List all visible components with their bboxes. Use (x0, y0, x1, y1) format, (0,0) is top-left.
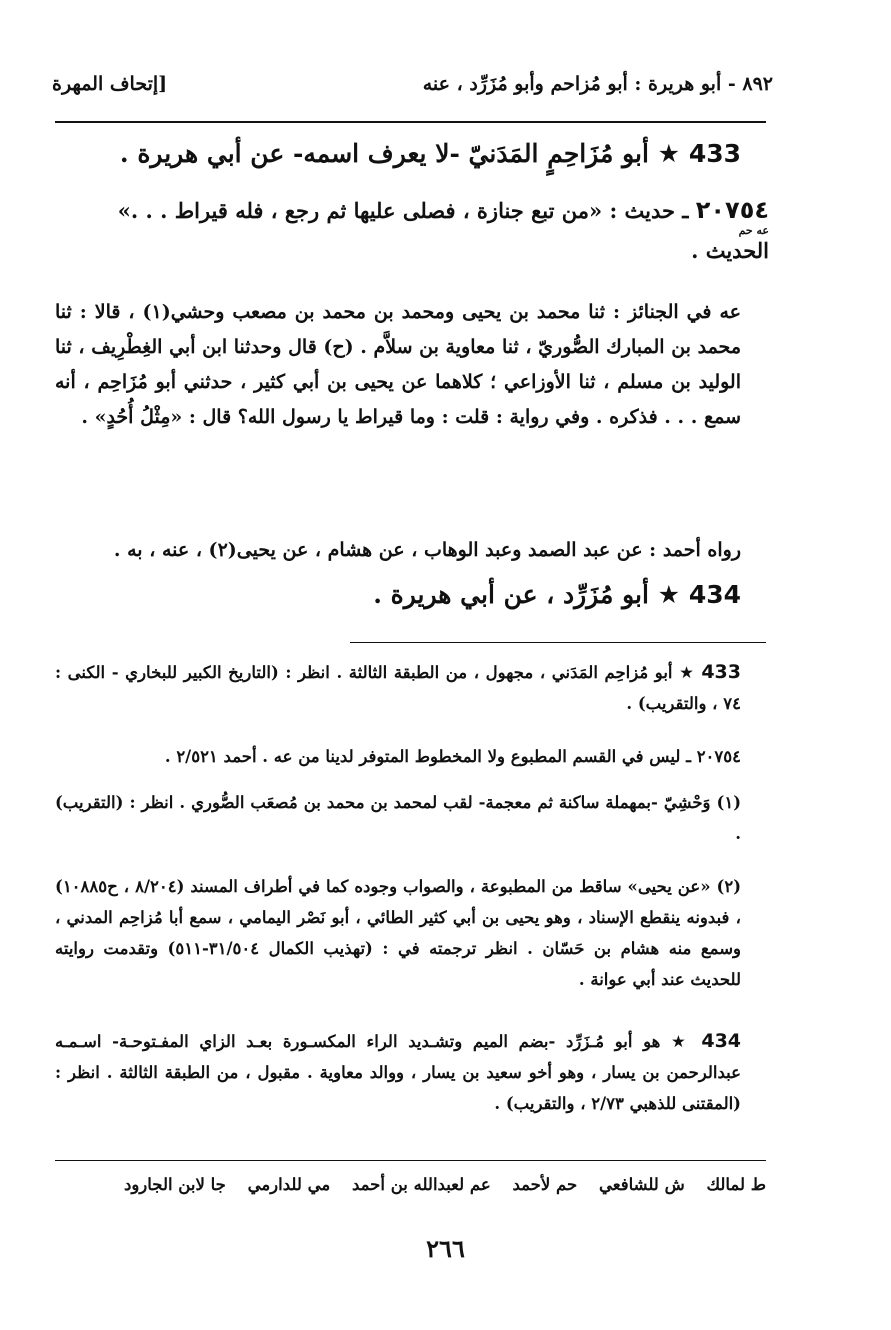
isnad-paragraph: عه في الجنائز : ثنا محمد بن يحيى ومحمد بن محمد بن مصعب وحشي(١) ، قالا : ثنا محمد بن المبارك الصُّوريّ ، ثنا معاوية بن سلاَّم . (ح) قال وحدثنا ابن أبي الغِطْرِيف ، ثنا الوليد بن مسلم ، ثنا الأوزاعي ؛ كلاهما عن يحيى بن أبي كثير ، حدثني أبو مُزَاحِم ، أنه سمع . . . فذكره . وفي رواية : قلت : وما قيراط يا رسول الله؟ قال : «مِثْلُ أُحُدٍ» . (55, 301, 741, 428)
footnote-number: 434 (701, 1030, 742, 1052)
sigla-item: مي للدارمي (247, 1175, 331, 1194)
sigla-item: عم لعبدالله بن أحمد (351, 1175, 491, 1194)
entry-number: 434 (688, 580, 741, 609)
entry-title: أبو مُزَاحِمٍ المَدَنيّ -لا يعرف اسمه- عن أبي هريرة . (119, 139, 649, 168)
entry-title: أبو مُزَرِّد ، عن أبي هريرة . (373, 580, 649, 609)
sigla-item: حم لأحمد (512, 1175, 578, 1194)
symbols-divider (55, 1160, 766, 1161)
hadith-number: ٢٠٧٥٤ (695, 196, 769, 224)
book-title: [إتحاف المهرة (52, 73, 168, 95)
running-header (52, 68, 773, 100)
entry-number: 433 (688, 139, 741, 168)
hadith-tail: الحديث . (691, 238, 769, 263)
sigla-legend (55, 1175, 766, 1194)
sigla-item: ط لمالك (706, 1175, 766, 1194)
page-number: ٢٦٦ (426, 1234, 465, 1263)
footnote-434 (55, 1026, 741, 1119)
entry-433-heading (55, 136, 741, 172)
footnote-number: 433 (701, 661, 741, 683)
footnote-text: هو أبو مُـزَرِّد -بضم الميم وتشـديد الراء المكسـورة بعـد الزاي المفـتوحـة- اسـمـه عبدالرحمن بن يسار ، وهو أخو سعيد بن يسار ، ووالد معاوية . مقبول ، من الطبقة الثالثة . انظر : (المقتنى للذهبي ٢/٧٣ ، والتقريب) . (55, 1032, 741, 1113)
footnote-divider (350, 642, 766, 643)
star-icon: ★ (657, 580, 681, 609)
running-title: ٨٩٢ - أبو هريرة : أبو مُزاحم وأبو مُزَرِّد ، عنه (422, 73, 773, 95)
sigla-item: جا لابن الجارود (123, 1175, 226, 1194)
star-icon: ★ (679, 663, 695, 682)
riwaya-paragraph: رواه أحمد : عن عبد الصمد وعبد الوهاب ، عن هشام ، عن يحيى(٢) ، عنه ، به . (113, 539, 741, 561)
entry-434-heading (55, 577, 741, 613)
header-divider (55, 121, 766, 123)
sigla-item: ش للشافعي (598, 1175, 685, 1194)
footnote-1: (١) وَحْشِيّ -بمهملة ساكنة ثم معجمة- لقب لمحمد بن محمد بن مُصعَب الصُّوري . انظر : (التقريب) . (55, 793, 741, 843)
star-icon: ★ (657, 139, 681, 168)
footnote-20754: ٢٠٧٥٤ ـ ليس في القسم المطبوع ولا المخطوط المتوفر لدينا من عه . أحمد ٢/٥٢١ . (164, 747, 741, 766)
footnote-2: (٢) «عن يحيى» ساقط من المطبوعة ، والصواب وجوده كما في أطراف المسند (٨/٢٠٤ ، ح١٠٨٨٥) ، فبدونه ينقطع الإسناد ، وهو يحيى بن أبي كثير الطائي ، أبو نَصْر اليمامي ، سمع أبا مُزاحِم المدني ، وسمع منه هشام بن حَسّان . انظر ترجمته في : (تهذيب الكمال ٣١/٥٠٤-٥١١) وتقدمت روايته للحديث عند أبي عوانة . (55, 877, 741, 989)
hadith-20754 (55, 196, 769, 265)
hadith-sigla: عه حم (738, 224, 769, 237)
star-icon: ★ (670, 1032, 691, 1051)
hadith-text: ـ حديث : «من تبع جنازة ، فصلى عليها ثم رجع ، فله قيراط . . .» (117, 198, 689, 223)
footnote-text: أبو مُزاحِم المَدَني ، مجهول ، من الطبقة الثالثة . انظر : (التاريخ الكبير للبخاري - الكنى : ٧٤ ، والتقريب) . (55, 663, 741, 713)
footnote-433 (55, 657, 741, 719)
